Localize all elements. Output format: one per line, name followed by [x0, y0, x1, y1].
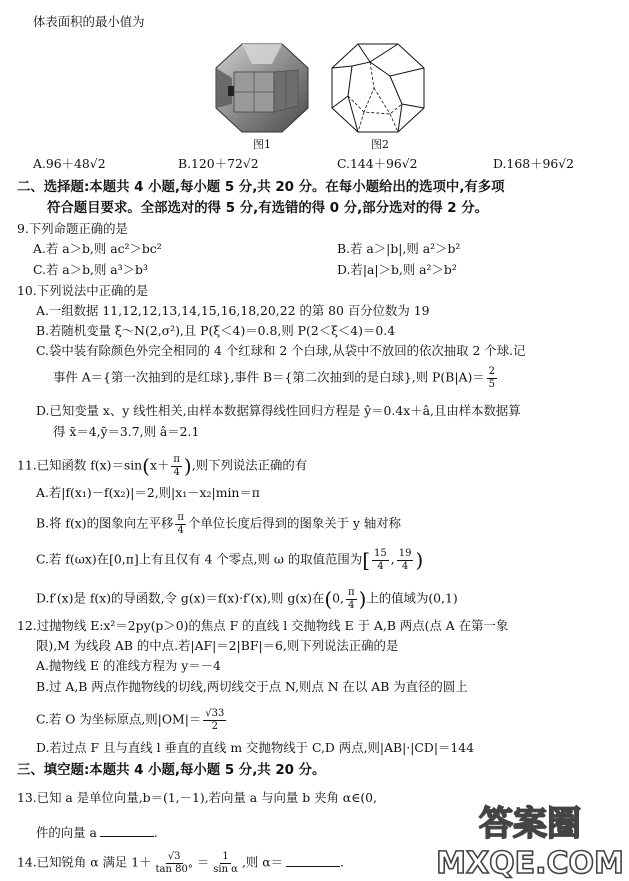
q9-option-a: A.若 a＞b,则 ac²＞bc² [33, 241, 162, 256]
watermark-bottom: MXQE.COM [436, 846, 624, 879]
q11-option-d: D.f′(x)是 f(x)的导函数,令 g(x)＝f(x)·f′(x),则 g(x)在(0, $\frac{\pi}{4}$ )上的值域为(0,1) [36, 587, 458, 611]
q12-option-d: D.若过点 F 且与直线 l 垂直的直线 m 交抛物线于 C,D 两点,则|AB|·|CD|＝144 [36, 740, 475, 755]
figure-1-caption: 图1 [253, 138, 271, 151]
figure-2-caption: 图2 [371, 138, 389, 151]
q10-option-a: A.一组数据 11,12,12,13,14,15,16,18,20,22 的第 80 百分位数为 19 [36, 303, 430, 318]
fraction-pi-4: $\frac{\pi}{4}$ [173, 454, 180, 478]
section-2-heading-line2: 符合题目要求。全部选对的得 5 分,有选错的得 0 分,部分选对的得 2 分。 [47, 201, 489, 216]
q12-option-b: B.过 A,B 两点作抛物线的切线,两切线交于点 N,则点 N 在以 AB 为直径的圆上 [36, 679, 468, 694]
watermark-top: 答案圈 [479, 804, 581, 844]
fraction-pi-4: $\frac{\pi}{4}$ [348, 587, 355, 611]
watermark-logo [420, 799, 625, 879]
q12-option-c: C.若 O 为坐标原点,则|OM|＝ $\frac{√33}{2}$ [36, 708, 225, 732]
figure-1-photo [212, 42, 312, 134]
q11-option-b: B.将 f(x)的图象向左平移 $\frac{\pi}{4}$ 个单位长度后得到的图象关于 y 轴对称 [36, 512, 402, 536]
answer-blank [286, 856, 340, 867]
q9-option-c: C.若 a＞b,则 a³＞b³ [33, 262, 148, 277]
q12-stem-line1: 12.过抛物线 E:x²＝2py(p＞0)的焦点 F 的直线 l 交抛物线 E 于 A,B 两点(点 A 在第一象 [17, 618, 509, 633]
q10-option-c-line1: C.袋中装有除颜色外完全相同的 4 个红球和 2 个白球,从袋中不放回的依次抽取 2 个球.记 [36, 343, 526, 358]
q8-option-d: D.168＋96√2 [493, 156, 575, 171]
q8-option-b: B.120＋72√2 [178, 156, 259, 171]
q10-option-d-line1: D.已知变量 x、y 线性相关,由样本数据算得线性回归方程是 ŷ＝0.4x＋â,且由样本数据算 [36, 403, 521, 418]
q12-option-a: A.抛物线 E 的准线方程为 y＝－4 [36, 658, 221, 673]
q9-option-b: B.若 a＞|b|,则 a²＞b² [337, 241, 461, 256]
question-8-stem-tail: 体表面积的最小值为 [33, 14, 145, 29]
fraction-2-5: $\frac{2}{5}$ [488, 366, 496, 390]
fraction-pi-4: $\frac{\pi}{4}$ [177, 512, 184, 536]
fraction-1-sina: $\frac{1}{\text{sin α}}$ [213, 851, 238, 875]
q13-line2: 件的向量 a . [36, 825, 158, 840]
fraction-sqrt3-tan80: $\frac{√3}{\tan 80^\circ}$ [155, 851, 193, 875]
fraction-15-4: $\frac{15}{4}$ [374, 548, 387, 572]
section-2-heading-line1: 二、选择题:本题共 4 小题,每小题 5 分,共 20 分。在每小题给出的选项中,有多项 [17, 180, 505, 195]
q10-stem: 10.下列说法中正确的是 [17, 283, 149, 298]
q10-option-b: B.若随机变量 ξ～N(2,σ²),且 P(ξ＜4)＝0.8,则 P(2＜ξ＜4)＝0.4 [36, 323, 396, 338]
q9-stem: 9.下列命题正确的是 [17, 221, 128, 236]
q14-line: 14.已知锐角 α 满足 1＋ $\frac{√3}{\tan 80^\circ}$ ＝ $\frac{1}{\text{sin α}}$ ,则 α＝ . [17, 851, 344, 875]
q11-option-a: A.若|f(x₁)－f(x₂)|＝2,则|x₁－x₂|min＝π [36, 485, 260, 500]
fraction-19-4: $\frac{19}{4}$ [398, 548, 412, 572]
q11-option-c: C.若 f(ωx)在[0,π]上有且仅有 4 个零点,则 ω 的取值范围为[ $\frac{15}{4}$ , $\frac{19}{4}$ ) [36, 548, 424, 572]
q8-option-c: C.144＋96√2 [337, 156, 418, 171]
q8-option-a: A.96＋48√2 [33, 156, 106, 171]
q13-line1: 13.已知 a 是单位向量,b＝(1,－1),若向量 a 与向量 b 夹角 α∈(0, [17, 790, 377, 805]
fraction-sqrt33-2: $\frac{√33}{2}$ [205, 708, 225, 732]
q10-option-d-line2: 得 x̄＝4,ȳ＝3.7,则 â＝2.1 [53, 424, 200, 439]
figure-2-wireframe [330, 42, 426, 134]
section-3-heading: 三、填空题:本题共 4 小题,每小题 5 分,共 20 分。 [17, 763, 326, 778]
q10-option-c-line2: 事件 A＝{第一次抽到的是红球},事件 B＝{第二次抽到的是白球},则 P(B|A)＝ $\frac{2}{5}$ [53, 366, 496, 390]
q12-stem-line2: 限),M 为线段 AB 的中点.若|AF|＝2|BF|＝6,则下列说法正确的是 [36, 638, 399, 653]
q11-stem: 11.已知函数 f(x)＝sin(x＋ $\frac{\pi}{4}$ ),则下列说法正确的有 [17, 454, 308, 478]
q9-option-d: D.若|a|＞b,则 a²＞b² [337, 262, 457, 277]
answer-blank [100, 826, 154, 837]
